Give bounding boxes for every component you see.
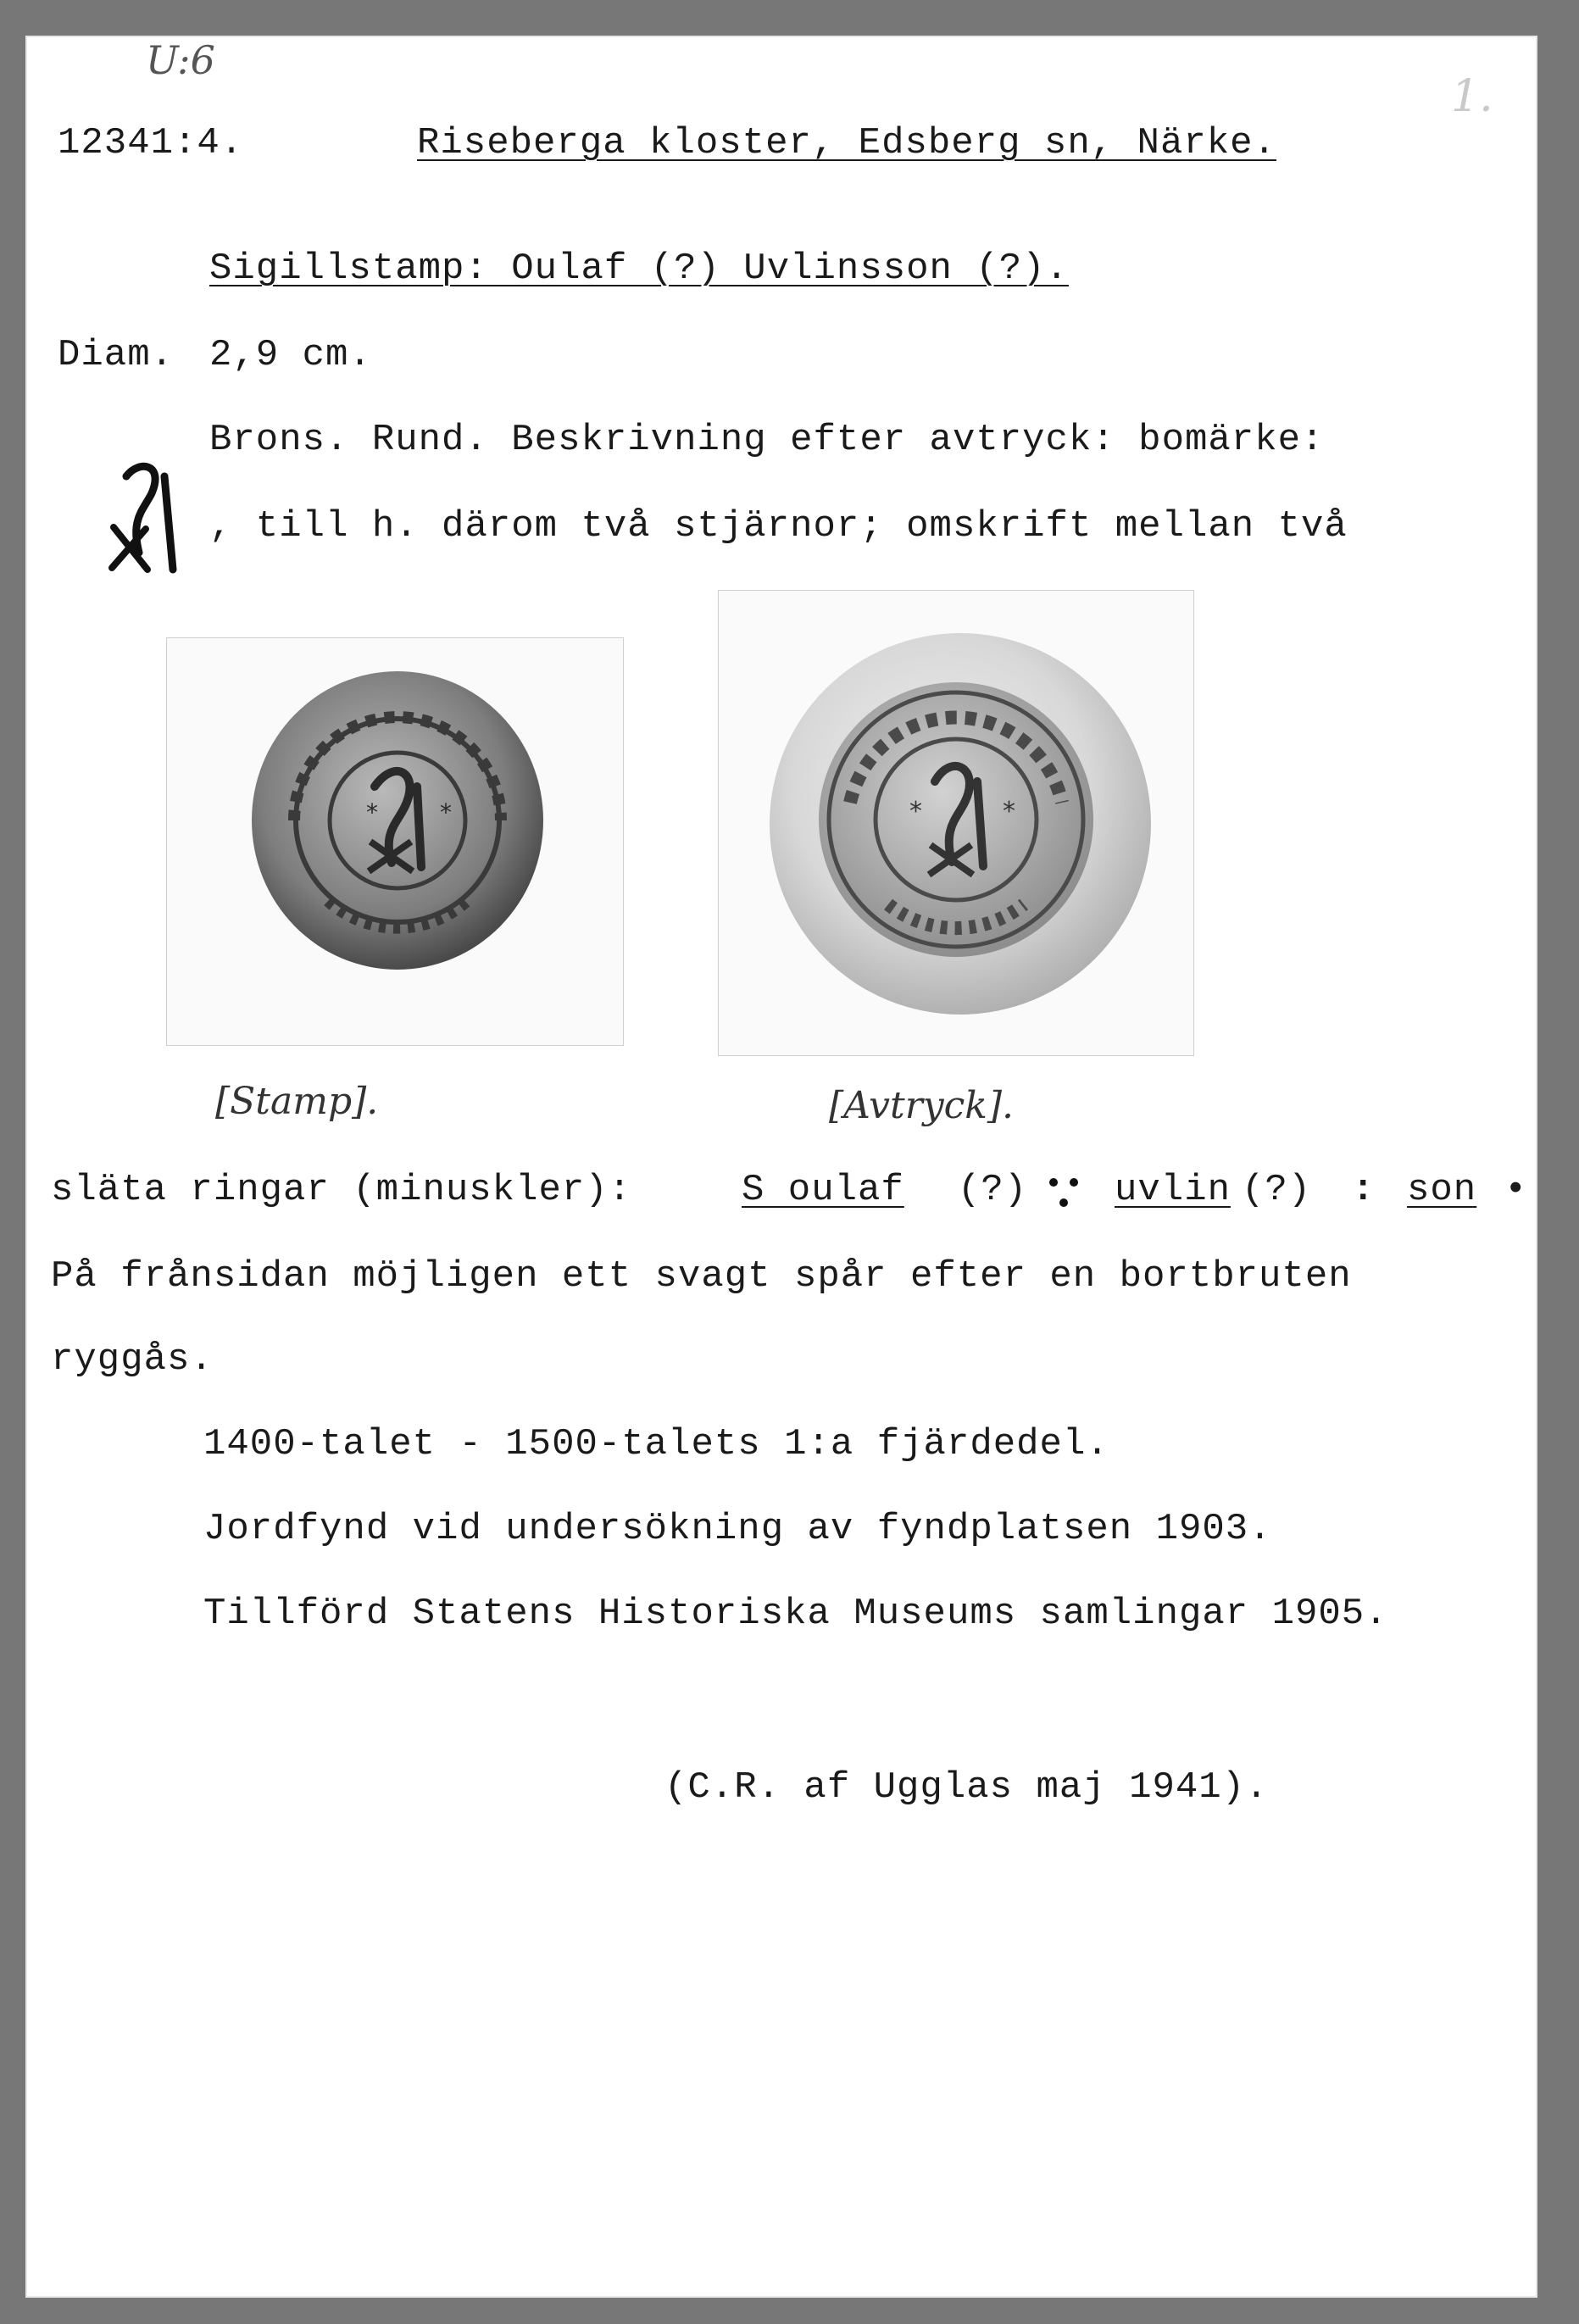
triple-dot-icon	[1047, 1174, 1081, 1211]
reverse-side-line-end: ryggås.	[51, 1338, 214, 1381]
faint-note: 1.	[1451, 71, 1493, 122]
description-line-2: , till h. därom två stjärnor; omskrift mellan två	[209, 505, 1348, 548]
inscription-line	[51, 1169, 1543, 1220]
dating-line: 1400-talet - 1500-talets 1:a fjärdedel.	[203, 1423, 1109, 1465]
svg-text:*: *	[440, 798, 452, 826]
inscription-query-1: (?)	[958, 1169, 1028, 1211]
location: Riseberga kloster, Edsberg sn, Närke.	[417, 122, 1276, 164]
signature-line: (C.R. af Ugglas maj 1941).	[664, 1766, 1269, 1809]
inscription-son: son	[1407, 1169, 1477, 1211]
inscription-prefix: släta ringar (minuskler):	[51, 1169, 632, 1211]
description-line-1: Brons. Rund. Beskrivning efter avtryck: bomärke:	[209, 419, 1325, 461]
seal-stamp-photo	[166, 637, 624, 1046]
corner-note: U:6	[146, 37, 215, 83]
find-line: Jordfynd vid undersökning av fyndplatsen 1903.	[203, 1508, 1272, 1550]
diameter-value: 2,9 cm.	[209, 334, 372, 376]
inscription-colon: :	[1352, 1169, 1376, 1211]
caption-impression: [Avtryck].	[829, 1084, 1015, 1127]
diameter-label: Diam.	[58, 334, 175, 376]
catalog-number: 12341:4.	[58, 122, 244, 164]
svg-text:*: *	[909, 797, 922, 826]
inscription-uvlin: uvlin	[1115, 1169, 1232, 1211]
catalog-card	[27, 37, 1536, 2296]
inscription-dot: •	[1504, 1169, 1528, 1211]
acquisition-line: Tillförd Statens Historiska Museums samlingar 1905.	[203, 1593, 1388, 1635]
object-title: Sigillstamp: Oulaf (?) Uvlinsson (?).	[209, 247, 1069, 290]
seal-stamp-image	[167, 638, 623, 1045]
svg-text:*: *	[366, 798, 378, 826]
caption-stamp: [Stamp].	[215, 1080, 379, 1123]
reverse-side-line: På frånsidan möjligen ett svagt spår efter en bortbruten	[51, 1255, 1352, 1298]
inscription-query-2: (?)	[1242, 1169, 1312, 1211]
house-mark-icon	[105, 459, 198, 578]
svg-text:*: *	[1003, 797, 1015, 826]
inscription-s-oulaf: S oulaf	[742, 1169, 904, 1211]
seal-impression-image	[719, 591, 1193, 1055]
seal-impression-photo	[718, 590, 1194, 1056]
